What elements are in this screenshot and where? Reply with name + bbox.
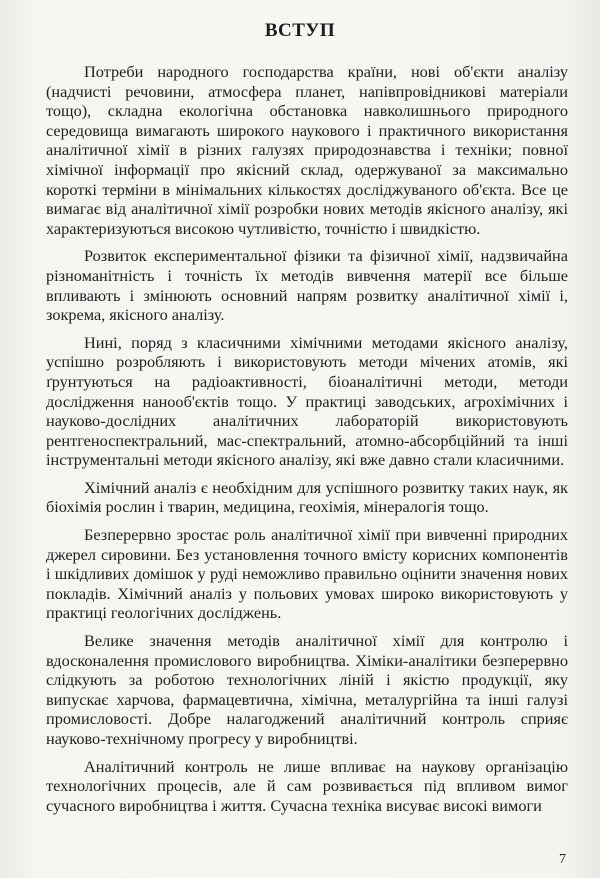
paragraph: Потреби народного господарства країни, нові об'єкти аналізу (надчисті речовини, атмосфера планет, напівпровідникові матеріали тощо), складна екологічна обстановка навколишнього природного середовища вимагають широкого наукового і практичного використання аналітичної хімії в різних галузях природознавства і техніки; повної хімічної інформації про якісний склад, одержуваної за максимально короткі терміни в мінімальних кількостях досліджуваного об'єкта. Все це вимагає від аналітичної хімії розробки нових методів якісного аналізу, які характеризуються високою чутливістю, точністю і швидкістю.	[46, 62, 568, 238]
paragraph: Безперервно зростає роль аналітичної хімії при вивченні природних джерел сировини. Без установлення точного вмісту корисних компонентів і шкідливих домішок у руді неможливо правильно оцінити значення нових покладів. Хімічний аналіз у польових умовах широко використовують у практиці геологічних досліджень.	[46, 525, 568, 623]
paragraph: Хімічний аналіз є необхідним для успішного розвитку таких наук, як біохімія рослин і тварин, медицина, геохімія, мінералогія тощо.	[46, 477, 568, 517]
page-title: ВСТУП	[264, 20, 336, 41]
paragraph: Аналітичний контроль не лише впливає на наукову організацію технологічних процесів, але й сам розвивається під впливом вимог сучасного виробництва і життя. Сучасна техніка висуває високі вимоги	[46, 756, 568, 815]
body-text	[46, 62, 568, 823]
page-number: 7	[559, 852, 566, 867]
paragraph: Велике значення методів аналітичної хімії для контролю і вдосконалення промислового виробництва. Хіміки-аналітики безперервно слідкують за роботою технологічних ліній і якістю продукції, яку випускає харчова, фармацевтична, хімічна, металургійна та інші галузі промисловості. Добре налагоджений аналітичний контроль сприяє науково-технічному прогресу у виробництві.	[46, 631, 568, 748]
paragraph: Розвиток експериментальної фізики та фізичної хімії, надзвичайна різноманітність і точність їх методів вивчення матерії все більше впливають і змінюють основний напрям розвитку аналітичної хімії і, зокрема, якісного аналізу.	[46, 246, 568, 325]
paragraph: Нині, поряд з класичними хімічними методами якісного аналізу, успішно розробляють і використовують методи мічених атомів, які ґрунтуються на радіоактивності, біоаналітичні методи, методи дослідження нанооб'єктів тощо. У практиці заводських, агрохімічних і науково-дослідних аналітичних лабораторій використовують рентгеноспектральний, мас-спектральний, атомно-абсорбційний та інші інструментальні методи якісного аналізу, які вже давно стали класичними.	[46, 332, 568, 470]
